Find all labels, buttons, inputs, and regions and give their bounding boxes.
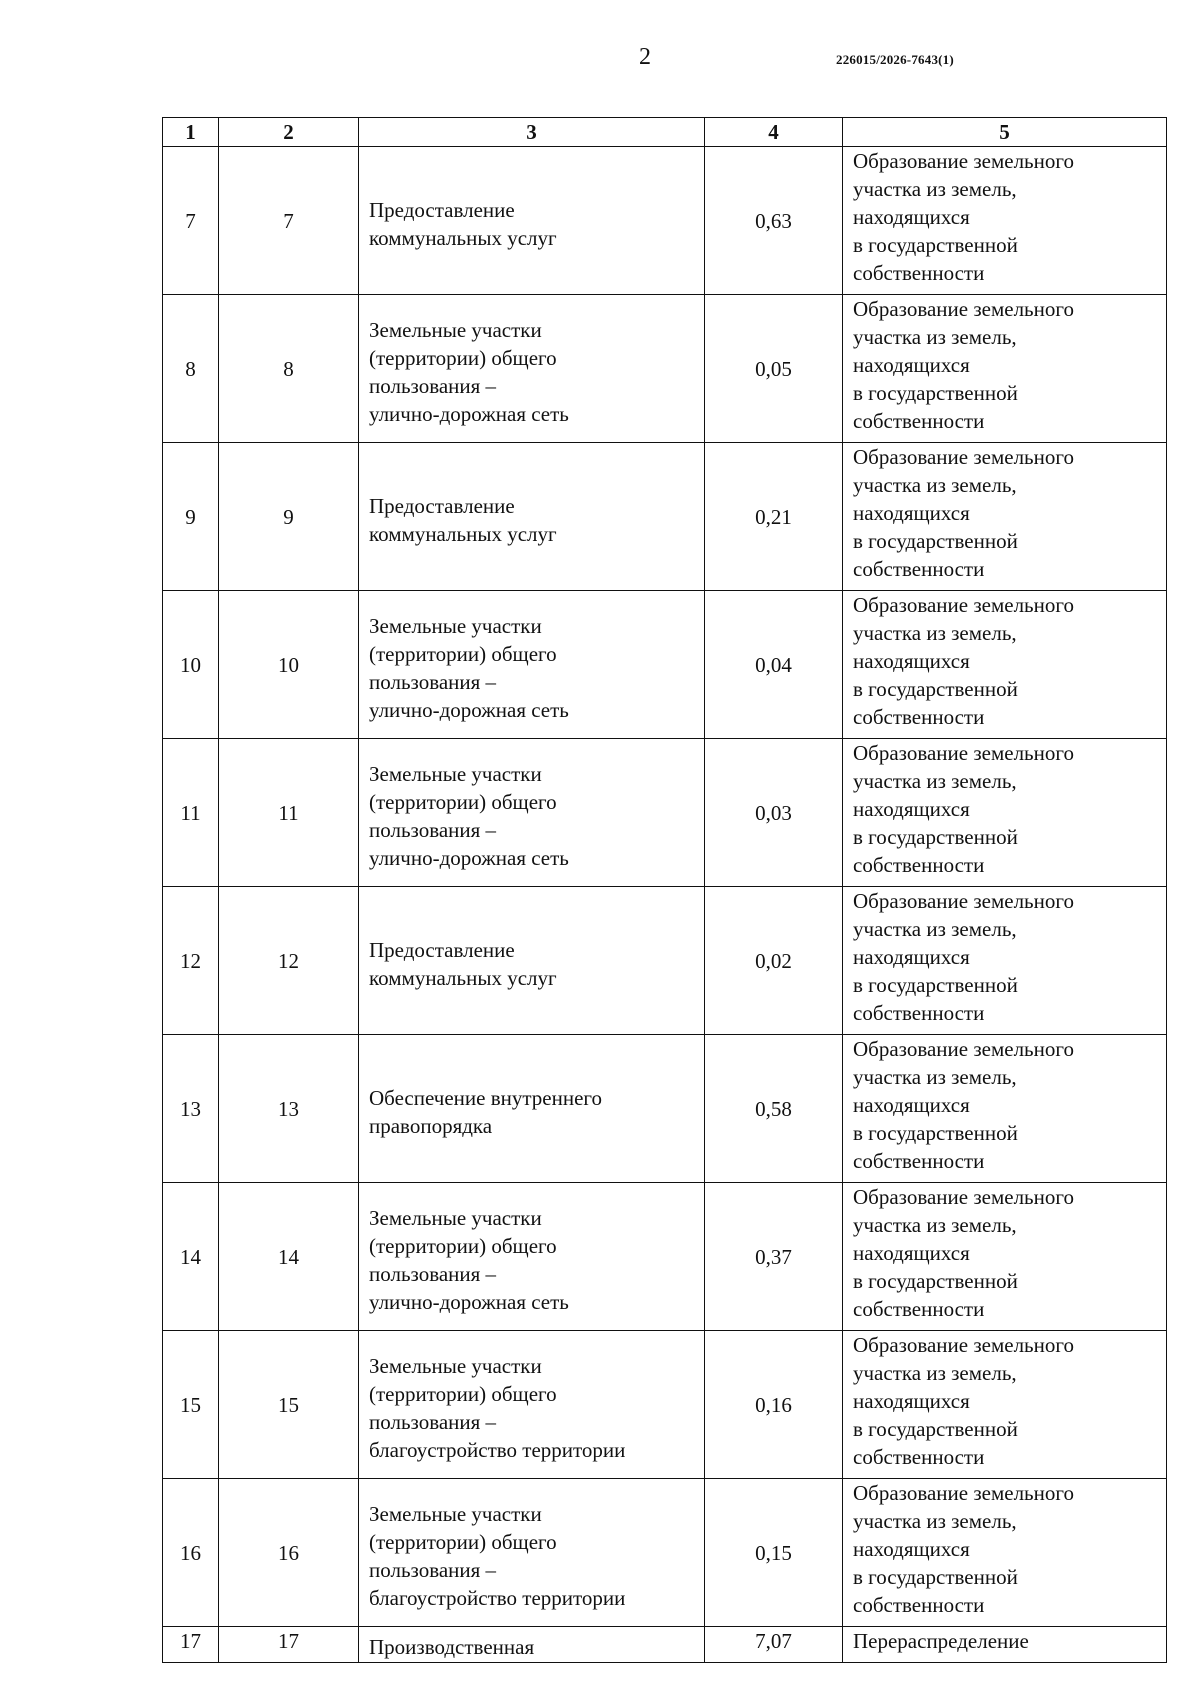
table-row	[163, 591, 1167, 739]
method-line: Образование земельного	[853, 1037, 1074, 1061]
table-row	[163, 1479, 1167, 1627]
purpose-line: улично-дорожная сеть	[369, 697, 569, 722]
method-line: Образование земельного	[853, 889, 1074, 913]
method-line: находящихся	[853, 1093, 970, 1117]
method-line: Образование земельного	[853, 593, 1074, 617]
method-line: находящихся	[853, 797, 970, 821]
cell-formation-method	[843, 1627, 1167, 1663]
cell-purpose	[359, 1183, 705, 1331]
method-line: собственности	[853, 1001, 985, 1025]
method-line: Образование земельного	[853, 445, 1074, 469]
table-row	[163, 295, 1167, 443]
cell-area: 0,15	[705, 1479, 843, 1627]
method-line: Образование земельного	[853, 297, 1074, 321]
cell-plot-number: 12	[219, 887, 359, 1035]
method-line: собственности	[853, 1297, 985, 1321]
purpose-line: Земельные участки	[369, 1501, 542, 1526]
cell-formation-method	[843, 1183, 1167, 1331]
cell-row-number: 16	[163, 1479, 219, 1627]
document-id: 226015/2026-7643(1)	[836, 52, 954, 67]
method-line: собственности	[853, 557, 985, 581]
method-line: Образование земельного	[853, 1481, 1074, 1505]
purpose-line: Производственная	[369, 1635, 535, 1659]
method-line: участка из земель,	[853, 1213, 1017, 1237]
purpose-line: благоустройство территории	[369, 1585, 626, 1610]
method-line: участка из земель,	[853, 769, 1017, 793]
cell-purpose	[359, 295, 705, 443]
method-line: в государственной	[853, 233, 1018, 257]
cell-plot-number: 10	[219, 591, 359, 739]
purpose-line: улично-дорожная сеть	[369, 845, 569, 870]
purpose-line: коммунальных услуг	[369, 225, 557, 250]
cell-formation-method	[843, 147, 1167, 295]
purpose-line: Земельные участки	[369, 761, 542, 786]
cell-formation-method	[843, 591, 1167, 739]
method-line: собственности	[853, 1445, 985, 1469]
purpose-line: улично-дорожная сеть	[369, 1289, 569, 1314]
cell-area: 7,07	[705, 1627, 843, 1663]
cell-area: 0,03	[705, 739, 843, 887]
method-line: в государственной	[853, 677, 1018, 701]
method-line: собственности	[853, 261, 985, 285]
table-header	[163, 118, 1167, 147]
method-line: в государственной	[853, 1121, 1018, 1145]
cell-purpose	[359, 147, 705, 295]
method-line: находящихся	[853, 1389, 970, 1413]
column-header-2: 2	[219, 118, 359, 147]
cell-plot-number: 8	[219, 295, 359, 443]
cell-plot-number: 15	[219, 1331, 359, 1479]
cell-row-number: 10	[163, 591, 219, 739]
cell-purpose	[359, 739, 705, 887]
table-row	[163, 739, 1167, 887]
cell-formation-method	[843, 1479, 1167, 1627]
cell-row-number: 7	[163, 147, 219, 295]
method-line: участка из земель,	[853, 917, 1017, 941]
cell-row-number: 12	[163, 887, 219, 1035]
method-line: участка из земель,	[853, 1509, 1017, 1533]
method-line: участка из земель,	[853, 621, 1017, 645]
cell-plot-number: 13	[219, 1035, 359, 1183]
purpose-line: Земельные участки	[369, 613, 542, 638]
purpose-line: Земельные участки	[369, 317, 542, 342]
column-header-3: 3	[359, 118, 705, 147]
cell-formation-method	[843, 1331, 1167, 1479]
cell-plot-number: 7	[219, 147, 359, 295]
method-line: в государственной	[853, 1269, 1018, 1293]
method-line: Образование земельного	[853, 741, 1074, 765]
table-row	[163, 1035, 1167, 1183]
method-line: собственности	[853, 853, 985, 877]
cell-area: 0,21	[705, 443, 843, 591]
method-line: участка из земель,	[853, 1065, 1017, 1089]
cell-plot-number: 16	[219, 1479, 359, 1627]
cell-formation-method	[843, 887, 1167, 1035]
purpose-line: Предоставление	[369, 493, 515, 518]
cell-area: 0,04	[705, 591, 843, 739]
purpose-line: Земельные участки	[369, 1205, 542, 1230]
cell-plot-number: 14	[219, 1183, 359, 1331]
table-body	[163, 147, 1167, 1663]
table-row	[163, 887, 1167, 1035]
table-row	[163, 147, 1167, 295]
cell-purpose	[359, 887, 705, 1035]
cell-area: 0,05	[705, 295, 843, 443]
column-header-4: 4	[705, 118, 843, 147]
cell-row-number: 14	[163, 1183, 219, 1331]
method-line: находящихся	[853, 1241, 970, 1265]
cell-plot-number: 11	[219, 739, 359, 887]
purpose-line: Обеспечение внутреннего	[369, 1085, 602, 1110]
purpose-line: пользования –	[369, 669, 497, 694]
purpose-line: Предоставление	[369, 937, 515, 962]
purpose-line: (территории) общего	[369, 1381, 557, 1406]
cell-row-number: 15	[163, 1331, 219, 1479]
method-line: участка из земель,	[853, 1361, 1017, 1385]
cell-plot-number: 9	[219, 443, 359, 591]
column-header-5: 5	[843, 118, 1167, 147]
land-plots-table	[162, 117, 1167, 1663]
method-line: находящихся	[853, 501, 970, 525]
cell-area: 0,16	[705, 1331, 843, 1479]
cell-formation-method	[843, 443, 1167, 591]
method-line: Образование земельного	[853, 149, 1074, 173]
purpose-line: пользования –	[369, 1409, 497, 1434]
method-line: Перераспределение	[853, 1629, 1029, 1653]
purpose-line: пользования –	[369, 1261, 497, 1286]
cell-row-number: 13	[163, 1035, 219, 1183]
method-line: в государственной	[853, 825, 1018, 849]
method-line: в государственной	[853, 1565, 1018, 1589]
table-row	[163, 1627, 1167, 1663]
table-row	[163, 1183, 1167, 1331]
method-line: находящихся	[853, 205, 970, 229]
method-line: Образование земельного	[853, 1185, 1074, 1209]
method-line: собственности	[853, 1149, 985, 1173]
method-line: собственности	[853, 705, 985, 729]
cell-area: 0,58	[705, 1035, 843, 1183]
method-line: собственности	[853, 1593, 985, 1617]
purpose-line: пользования –	[369, 817, 497, 842]
table-row	[163, 443, 1167, 591]
purpose-line: пользования –	[369, 373, 497, 398]
method-line: в государственной	[853, 529, 1018, 553]
purpose-line: (территории) общего	[369, 345, 557, 370]
method-line: находящихся	[853, 945, 970, 969]
cell-formation-method	[843, 295, 1167, 443]
cell-purpose	[359, 1035, 705, 1183]
purpose-line: коммунальных услуг	[369, 965, 557, 990]
cell-formation-method	[843, 739, 1167, 887]
header-row	[163, 118, 1167, 147]
purpose-line: пользования –	[369, 1557, 497, 1582]
table-row	[163, 1331, 1167, 1479]
method-line: участка из земель,	[853, 473, 1017, 497]
method-line: находящихся	[853, 1537, 970, 1561]
purpose-line: Земельные участки	[369, 1353, 542, 1378]
cell-area: 0,37	[705, 1183, 843, 1331]
cell-purpose	[359, 1627, 705, 1663]
purpose-line: правопорядка	[369, 1113, 493, 1138]
purpose-line: (территории) общего	[369, 641, 557, 666]
method-line: собственности	[853, 409, 985, 433]
method-line: в государственной	[853, 973, 1018, 997]
cell-area: 0,02	[705, 887, 843, 1035]
purpose-line: (территории) общего	[369, 1233, 557, 1258]
page-number: 2	[639, 44, 651, 70]
method-line: находящихся	[853, 649, 970, 673]
cell-purpose	[359, 1479, 705, 1627]
column-header-1: 1	[163, 118, 219, 147]
method-line: участка из земель,	[853, 325, 1017, 349]
cell-purpose	[359, 443, 705, 591]
purpose-line: коммунальных услуг	[369, 521, 557, 546]
purpose-line: улично-дорожная сеть	[369, 401, 569, 426]
method-line: в государственной	[853, 381, 1018, 405]
cell-purpose	[359, 1331, 705, 1479]
cell-purpose	[359, 591, 705, 739]
cell-area: 0,63	[705, 147, 843, 295]
cell-row-number: 17	[163, 1627, 219, 1663]
purpose-line: благоустройство территории	[369, 1437, 626, 1462]
purpose-line: Предоставление	[369, 197, 515, 222]
purpose-line: (территории) общего	[369, 1529, 557, 1554]
cell-row-number: 8	[163, 295, 219, 443]
cell-row-number: 9	[163, 443, 219, 591]
method-line: Образование земельного	[853, 1333, 1074, 1357]
cell-formation-method	[843, 1035, 1167, 1183]
purpose-line: (территории) общего	[369, 789, 557, 814]
cell-plot-number: 17	[219, 1627, 359, 1663]
method-line: участка из земель,	[853, 177, 1017, 201]
method-line: в государственной	[853, 1417, 1018, 1441]
method-line: находящихся	[853, 353, 970, 377]
cell-row-number: 11	[163, 739, 219, 887]
